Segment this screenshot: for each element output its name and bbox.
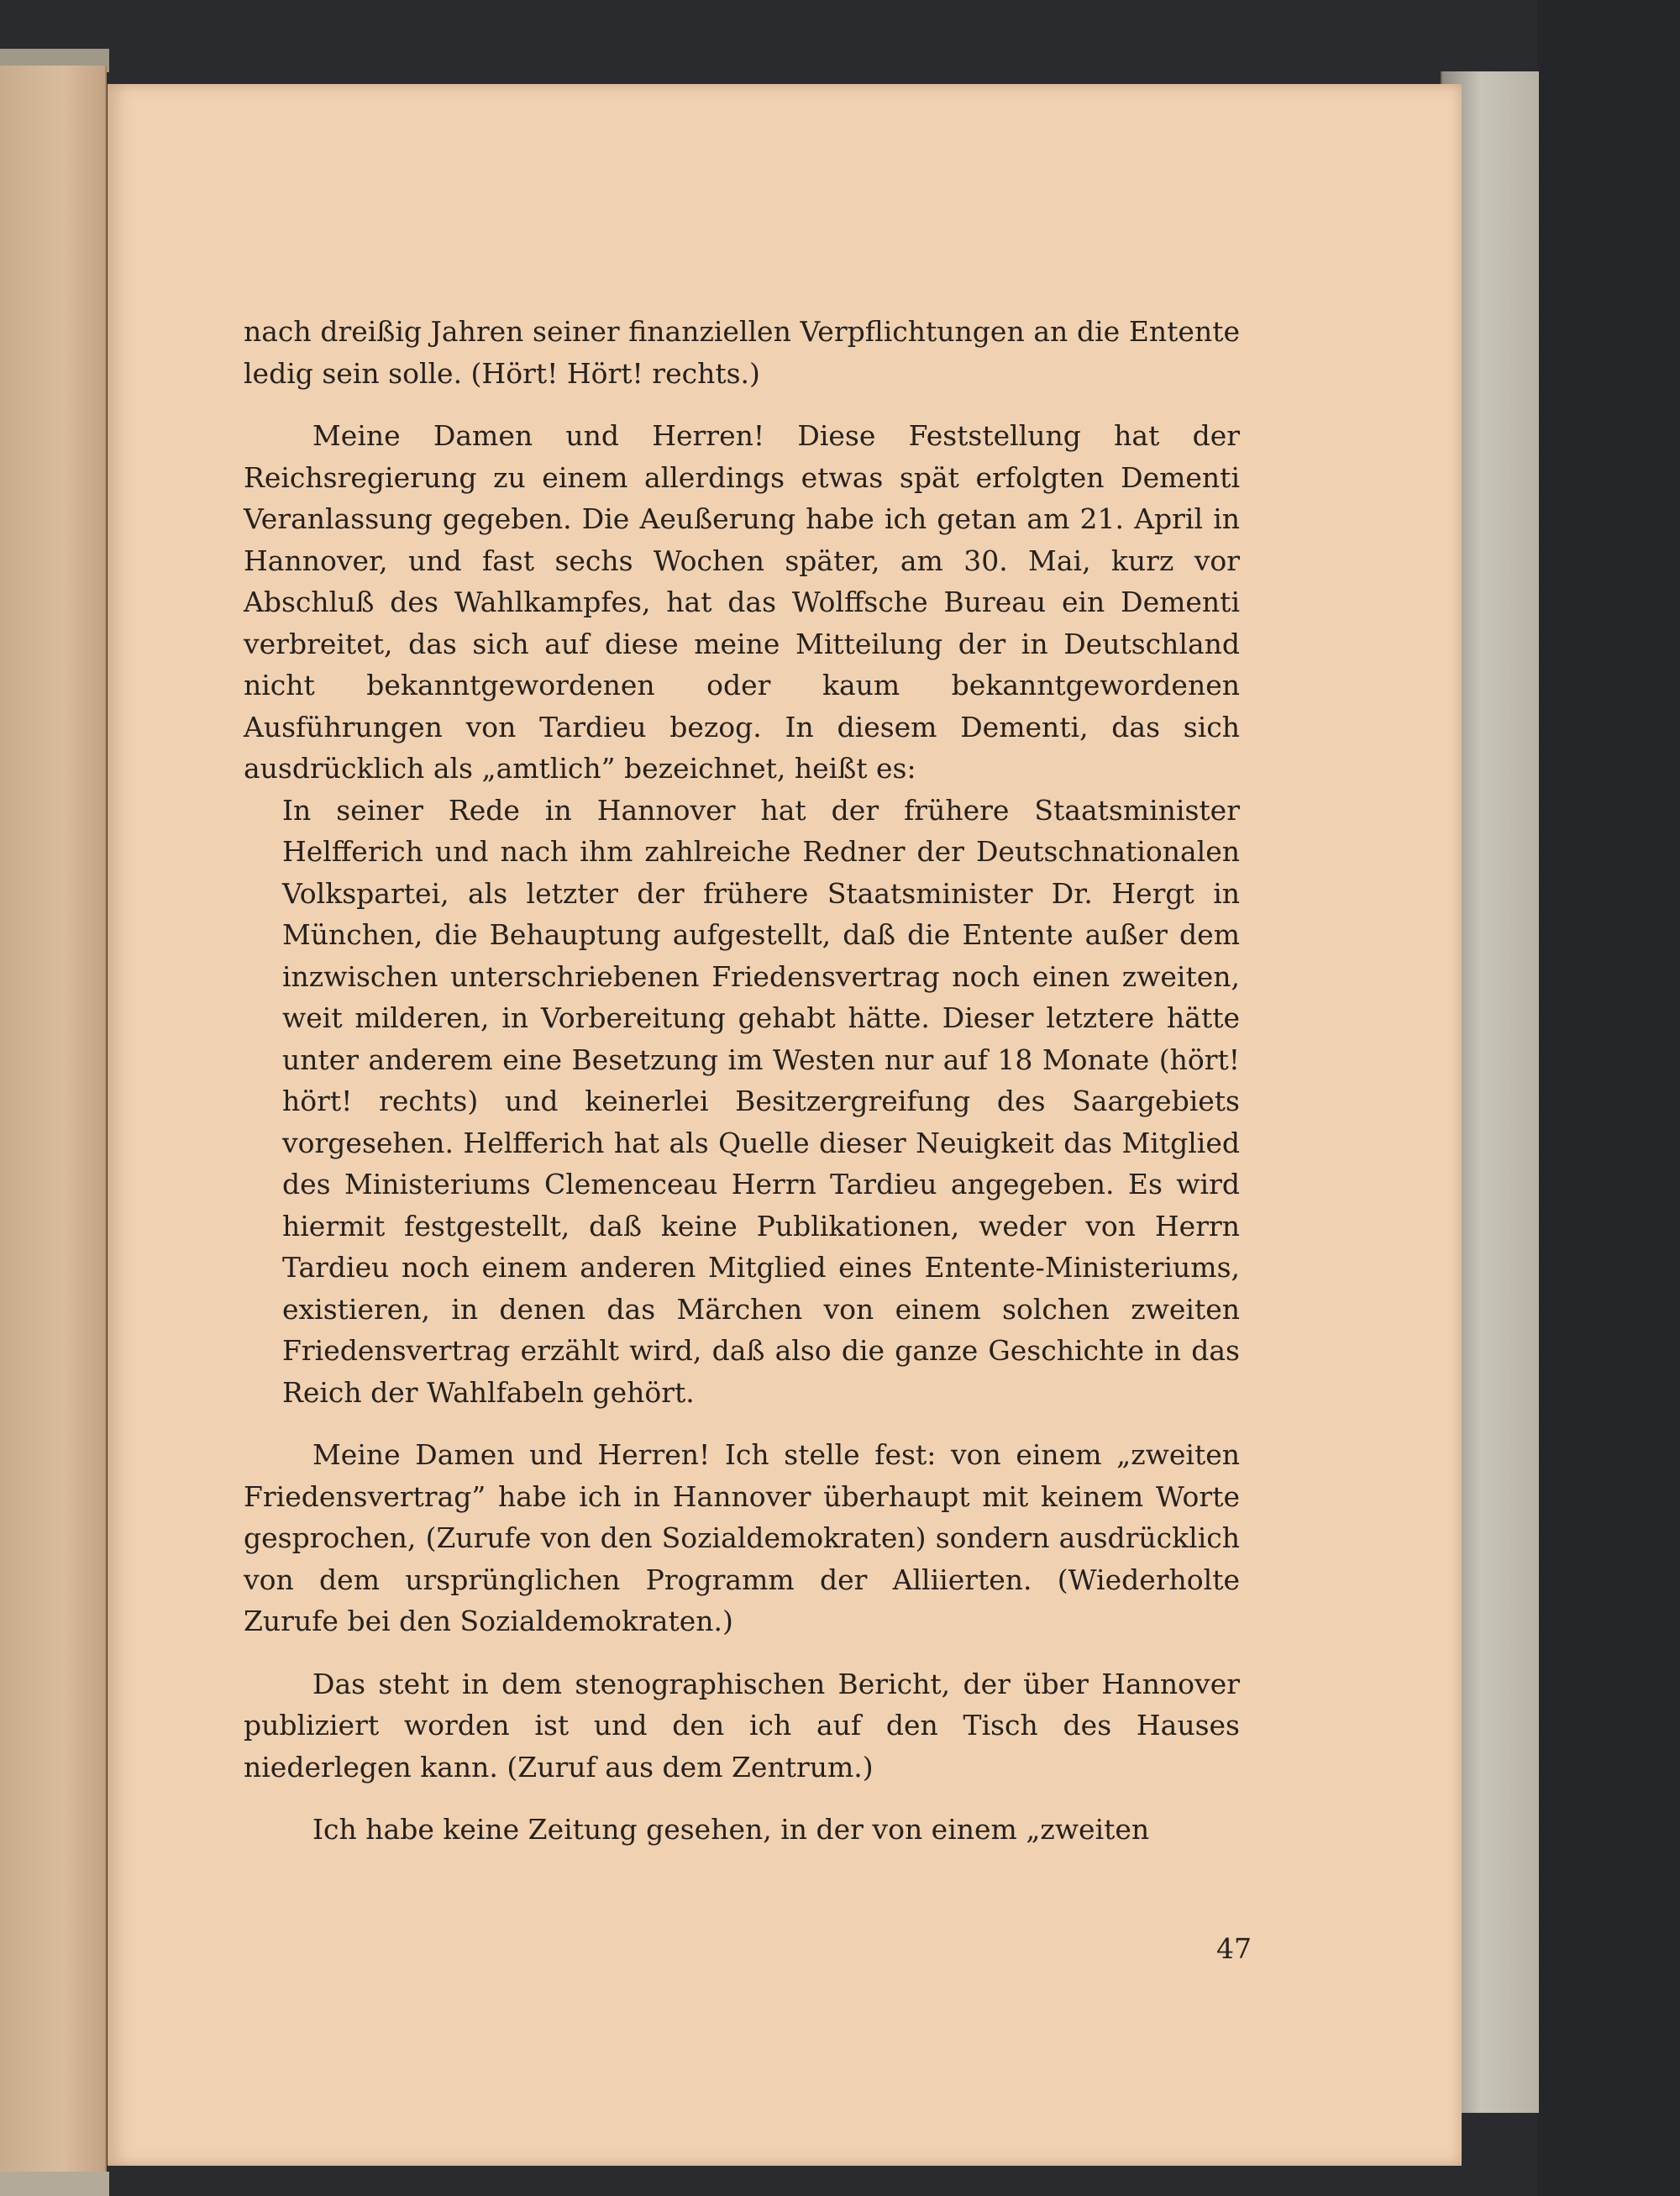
paragraph: Ich habe keine Zeitung gesehen, in der von einem „zweiten bbox=[312, 1813, 1150, 1846]
page-number: 47 bbox=[1216, 1932, 1252, 1965]
paragraph: Meine Damen und Herren! Diese Feststellung hat der Reichsregierung zu einem allerdings etwas spät erfolgten Dementi Veranlassung gegeben. Die Aeußerung habe ich getan am 21. April in Hannover, und fast sechs Wochen später, am 30. Mai, kurz vor Abschluß des Wahlkampfes, hat das Wolffsche Bureau ein Dementi verbreitet, das sich auf diese meine Mitteilung der in Deutschland nicht bekanntgewordenen oder kaum bekanntgewordenen Ausführungen von Tardieu bezog. In diesem Dementi, das sich ausdrücklich als „amtlich” bezeichnet, heißt es: bbox=[244, 419, 1240, 785]
left-page-edge bbox=[0, 66, 107, 2174]
paragraph: Das steht in dem stenographischen Bericht, der über Hannover publiziert worden ist und den ich auf den Tisch des Hauses niederlegen kann. (Zuruf aus dem Zentrum.) bbox=[244, 1667, 1240, 1784]
background-dark bbox=[1537, 0, 1680, 2196]
binding-bottom bbox=[0, 2172, 109, 2196]
page-text-block bbox=[244, 311, 1240, 1851]
quoted-dementi: In seiner Rede in Hannover hat der frühere Staatsminister Helfferich und nach ihm zahlreiche Redner der Deutschnationalen Volkspartei, als letzter der frühere Staatsminister Dr. Hergt in München, die Behauptung aufgestellt, daß die Entente außer dem inzwischen unterschriebenen Friedensvertrag noch einen zweiten, weit milderen, in Vorbereitung gehabt hätte. Dieser letztere hätte unter anderem eine Besetzung im Westen nur auf 18 Monate (hört! hört! rechts) und keinerlei Besitzergreifung des Saargebiets vorgesehen. Helfferich hat als Quelle dieser Neuigkeit das Mitglied des Ministeriums Clemenceau Herrn Tardieu angegeben. Es wird hiermit festgestellt, daß keine Publikationen, weder von Herrn Tardieu noch einem anderen Mitglied eines Entente-Ministeriums, existieren, in denen das Märchen von einem solchen zweiten Friedensvertrag erzählt wird, daß also die ganze Geschichte in das Reich der Wahlfabeln gehört. bbox=[282, 793, 1240, 1409]
paragraph: Meine Damen und Herren! Ich stelle fest: von einem „zweiten Friedensvertrag” habe ich in Hannover überhaupt mit keinem Worte gesprochen, (Zurufe von den Sozialdemokraten) sondern ausdrücklich von dem ursprünglichen Programm der Alliierten. (Wiederholte Zurufe bei den Sozialdemokraten.) bbox=[244, 1438, 1240, 1637]
paragraph-continuation: nach dreißig Jahren seiner finanziellen Verpflichtungen an die Entente ledig sein solle. (Hört! Hört! rechts.) bbox=[244, 315, 1240, 390]
